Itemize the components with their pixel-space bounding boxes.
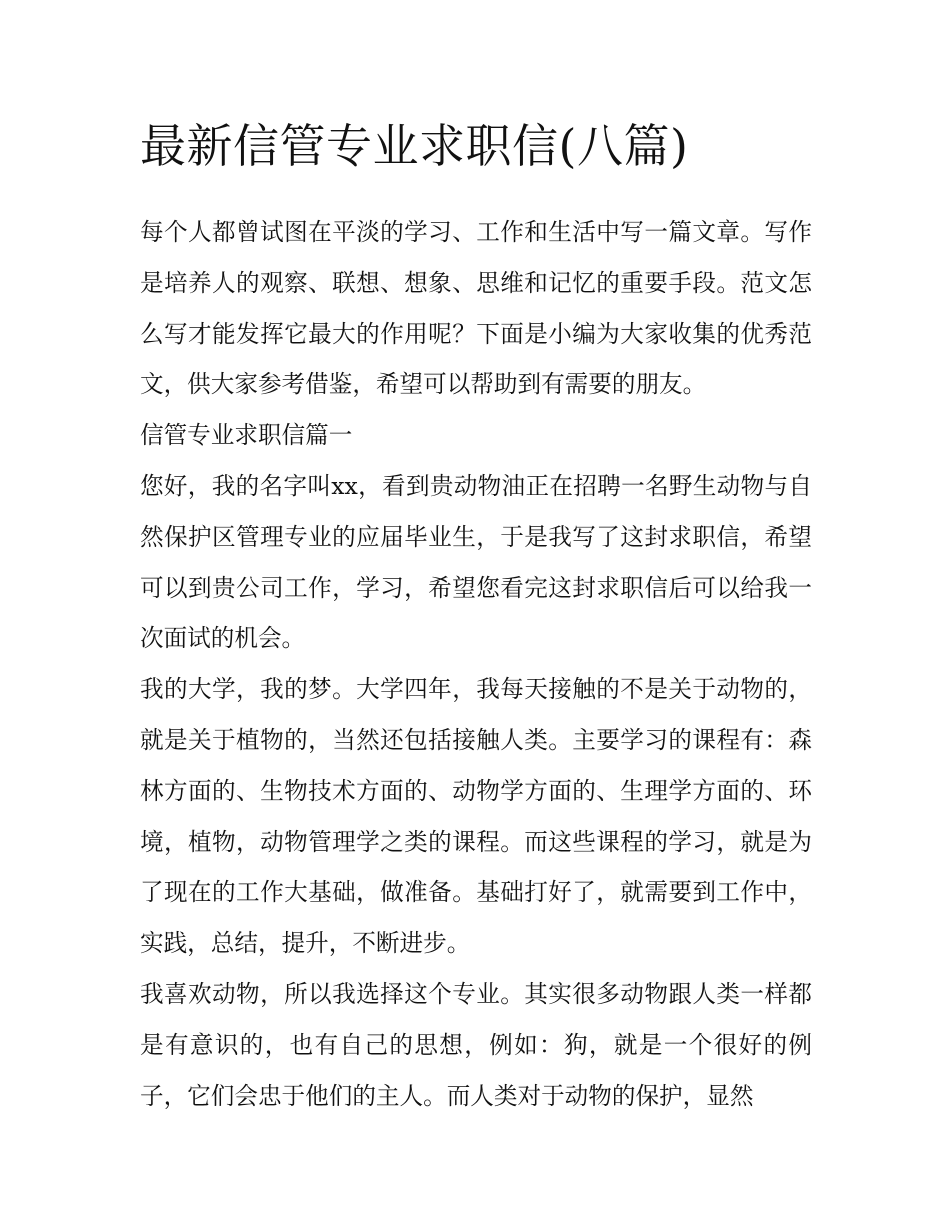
document-title: 最新信管专业求职信(八篇) [140, 119, 689, 173]
section-heading: 信管专业求职信篇一 [140, 421, 353, 450]
intro-paragraph: 每个人都曾试图在平淡的学习、工作和生活中写一篇文章。写作是培养人的观察、联想、想象、思维和记忆的重要手段。范文怎么写才能发挥它最大的作用呢？下面是小编为大家收集的优秀范文，供大家参考借鉴，希望可以帮助到有需要的朋友。 [140, 218, 812, 399]
body-paragraph: 我喜欢动物，所以我选择这个专业。其实很多动物跟人类一样都是有意识的，也有自己的思想，例如：狗，就是一个很好的例子，它们会忠于他们的主人。而人类对于动物的保护，显然 [140, 979, 812, 1110]
body-paragraph: 我的大学，我的梦。大学四年，我每天接触的不是关于动物的，就是关于植物的，当然还包括接触人类。主要学习的课程有：森林方面的、生物技术方面的、动物学方面的、生理学方面的、环境，植物，动物管理学之类的课程。而这些课程的学习，就是为了现在的工作大基础，做准备。基础打好了，就需要到工作中，实践，总结，提升，不断进步。 [140, 675, 812, 958]
document-content [140, 115, 812, 1121]
body-paragraph: 您好，我的名字叫xx，看到贵动物油正在招聘一名野生动物与自然保护区管理专业的应届毕业生，于是我写了这封求职信，希望可以到贵公司工作，学习，希望您看完这封求职信后可以给我一次面试的机会。 [140, 471, 812, 653]
document-body [140, 207, 812, 1121]
